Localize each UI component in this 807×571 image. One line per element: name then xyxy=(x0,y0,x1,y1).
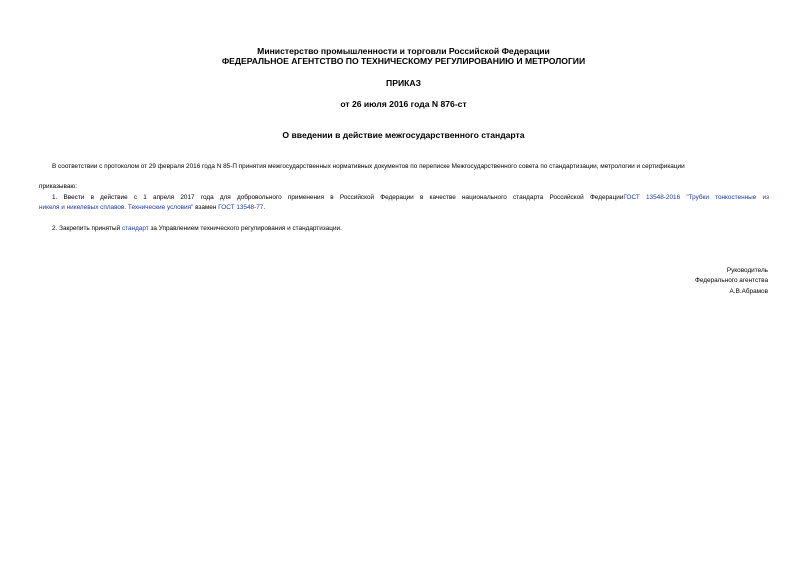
document-type: ПРИКАЗ xyxy=(386,78,421,88)
gost-13548-77-link[interactable]: ГОСТ 13548-77 xyxy=(218,204,264,211)
order-date-number: от 26 июля 2016 года N 876-ст xyxy=(340,99,467,109)
item-2-end: за Управлением технического регулирования и стандартизации. xyxy=(148,225,342,232)
gost-13548-2016-link[interactable] xyxy=(623,194,769,201)
item-1-end: . xyxy=(263,204,266,211)
signature-name: А.В.Абрамов xyxy=(729,288,768,295)
order-subject: О введении в действие межгосударственного стандарта xyxy=(282,130,525,140)
signature-position-line1: Руководитель xyxy=(726,267,768,274)
preamble-paragraph: В соответствии с протоколом от 29 февраля 2016 года N 85-П принятия межгосударственных нормативных документов по переписке Межгосударственного совета по стандартизации, метрологии и сертификации xyxy=(52,163,685,170)
signature-position-line2: Федерального агентства xyxy=(694,277,768,284)
ministry-title: Министерство промышленности и торговли Российской Федерации xyxy=(257,46,550,56)
order-word: приказываю: xyxy=(39,183,77,190)
item-1-paragraph xyxy=(39,193,769,202)
item-1-mid-text: взамен xyxy=(193,204,219,211)
gost-13548-2016-link-continued[interactable]: никеля и никелевых сплавов. Технические условия" xyxy=(39,204,194,211)
gost-13548-2016-link-line1: ГОСТ 13548-2016 "Трубки тонкостенные из xyxy=(623,194,769,201)
agency-title: ФЕДЕРАЛЬНОЕ АГЕНТСТВО ПО ТЕХНИЧЕСКОМУ РЕГУЛИРОВАНИЮ И МЕТРОЛОГИИ xyxy=(221,56,586,66)
item-1-continuation xyxy=(39,203,265,212)
item-1-text: 1. Ввести в действие с 1 апреля 2017 года для добровольного применения в Российской Федерации в качестве национального стандарта Российской Федерации xyxy=(52,194,624,201)
item-2-start: 2. Закрепить принятый xyxy=(52,225,122,232)
standard-link[interactable]: стандарт xyxy=(121,225,149,232)
item-2-paragraph xyxy=(52,224,342,233)
